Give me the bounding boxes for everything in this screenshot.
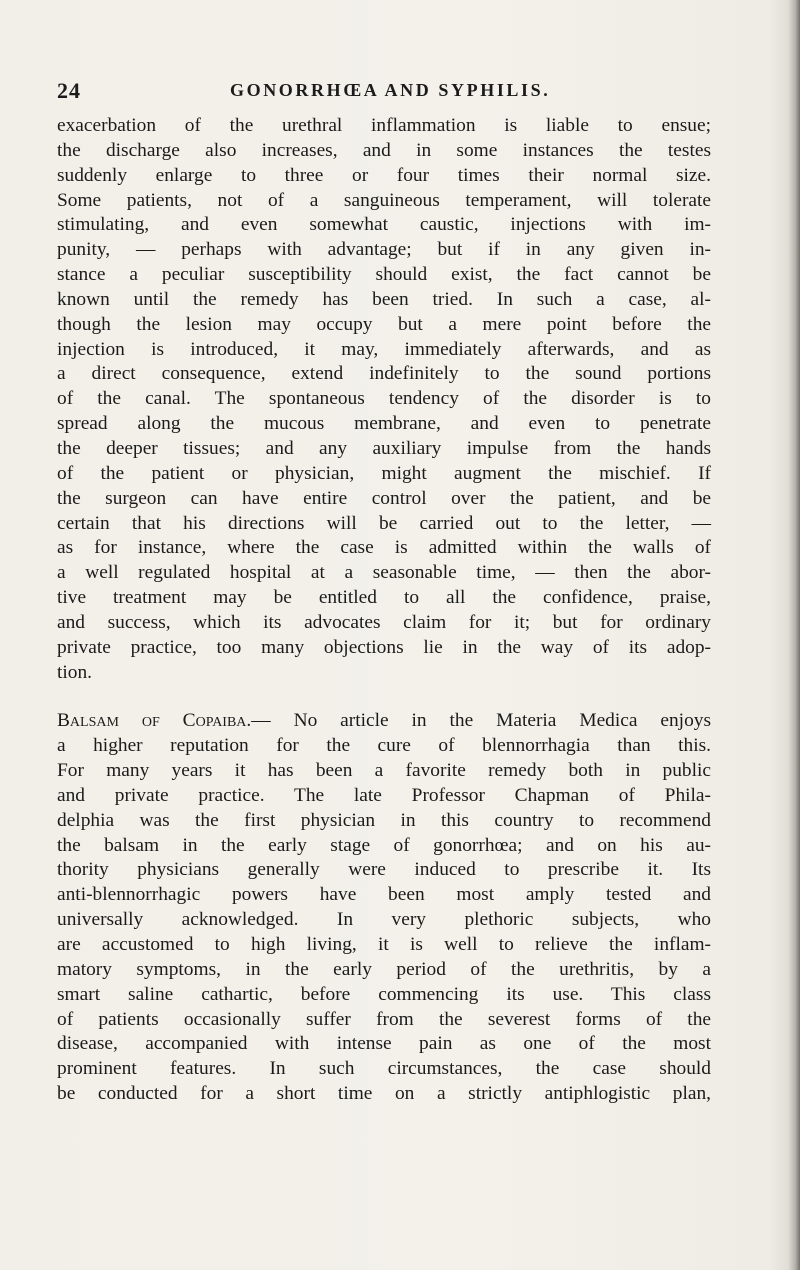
text-line: known until the remedy has been tried. In such a case, al- [57,288,711,310]
text-line: exacerbation of the urethral inflammation is liable to ensue; [57,115,711,136]
page-edge-shadow [788,0,800,1270]
text-line: injection is introduced, it may, immediately afterwards, and as [57,338,711,360]
text-line: punity, — perhaps with advantage; but if in any given in- [57,239,711,261]
text-line: the deeper tissues; and any auxiliary impulse from the hands [57,437,711,459]
text-line: disease, accompanied with intense pain as one of the most [57,1033,711,1055]
text-line: matory symptoms, in the early period of the urethritis, by a [57,958,711,980]
text-line: are accustomed to high living, it is well to relieve the inflam- [57,934,711,955]
text-line: of patients occasionally suffer from the severest forms of the [57,1008,711,1030]
text-line: tion. [57,661,93,683]
text-line: spread along the mucous membrane, and even to penetrate [57,413,711,435]
text-line: the discharge also increases, and in some instances the testes [57,139,711,161]
page-header [57,78,707,108]
text-line: tive treatment may be entitled to all the confidence, praise, [57,587,711,609]
text-line: of the canal. The spontaneous tendency of the disorder is to [57,388,711,410]
text-line: and private practice. The late Professor Chapman of Phila- [57,784,711,806]
text-line: as for instance, where the case is admitted within the walls of [57,537,711,559]
text-line: thority physicians generally were induced to prescribe it. Its [57,859,711,881]
text-line: Some patients, not of a sanguineous temperament, will tolerate [57,189,711,211]
text-line: stimulating, and even somewhat caustic, injections with im- [57,214,711,236]
text-line: For many years it has been a favorite remedy both in public [57,760,711,782]
text-line: be conducted for a short time on a strictly antiphlogistic plan, [57,1083,711,1105]
text-line: the balsam in the early stage of gonorrhœa; and on his au- [57,834,711,856]
body-text [57,114,711,1107]
running-head: GONORRHŒA AND SYPHILIS. [230,80,551,100]
text-line: and success, which its advocates claim for it; but for ordinary [57,611,711,633]
page-number: 24 [57,78,81,103]
text-line: private practice, too many objections lie in the way of its adop- [57,636,711,658]
text-line: of the patient or physician, might augment the mischief. If [57,462,711,484]
text-line: though the lesion may occupy but a mere point before the [57,313,711,335]
heading-line-rest: — No article in the Materia Medica enjoys [251,710,712,732]
paragraph-balsam-of-copaiba [57,709,711,1107]
text-line: prominent features. In such circumstances, the case should [57,1058,711,1080]
text-line [57,709,711,734]
text-line: a direct consequence, extend indefinitely to the sound portions [57,363,711,385]
text-line: suddenly enlarge to three or four times their normal size. [57,164,711,186]
text-line: delphia was the first physician in this country to recommend [57,809,711,831]
text-line: the surgeon can have entire control over the patient, and be [57,487,711,509]
paragraph-continuation [57,114,711,685]
text-line: anti-blennorrhagic powers have been most amply tested and [57,884,711,906]
text-line: a higher reputation for the cure of blennorrhagia than this. [57,735,711,757]
section-heading: Balsam of Copaiba. [57,710,252,732]
text-line: a well regulated hospital at a seasonable time, — then the abor- [57,562,711,584]
paragraph-gap [57,685,711,709]
text-line: smart saline cathartic, before commencing its use. This class [57,983,711,1005]
text-line: stance a peculiar susceptibility should exist, the fact cannot be [57,264,711,286]
text-line: universally acknowledged. In very plethoric subjects, who [57,909,711,931]
text-line: certain that his directions will be carried out to the letter, — [57,512,711,534]
